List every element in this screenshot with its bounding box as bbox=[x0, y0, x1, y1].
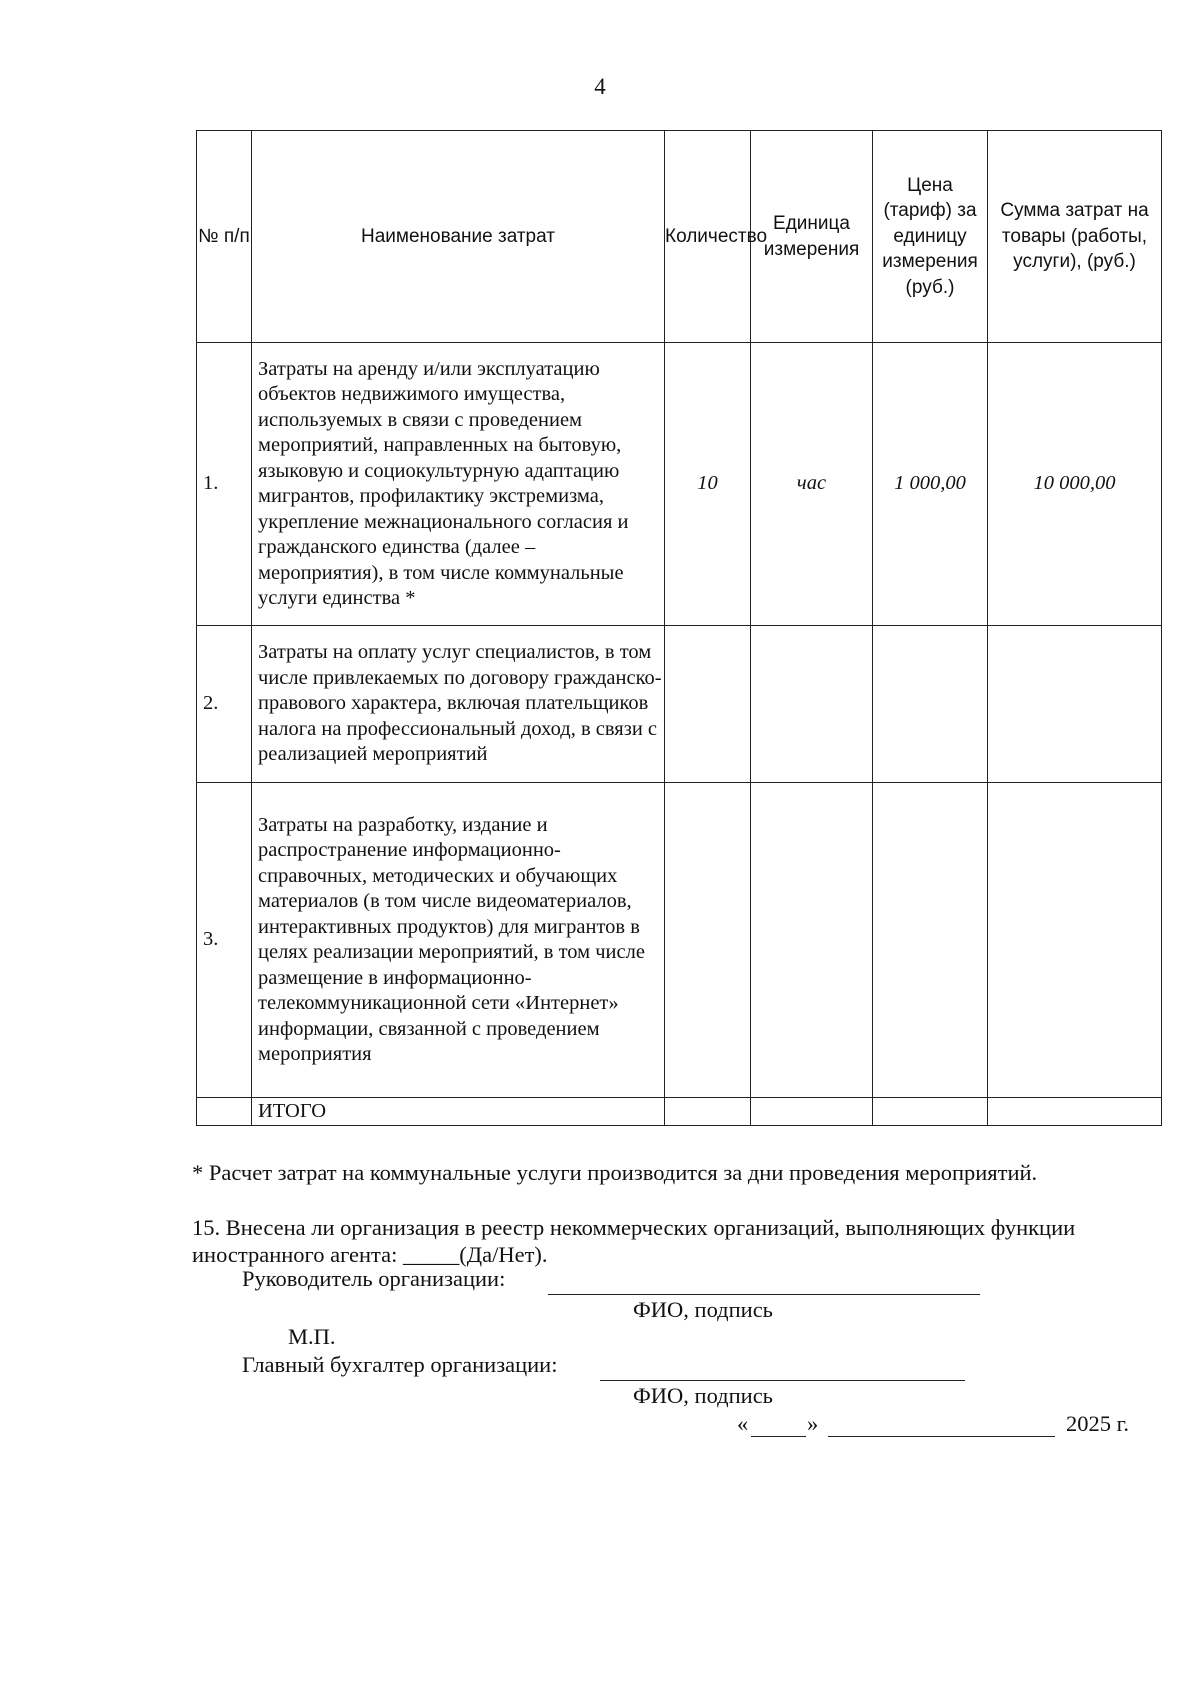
row-num: 2. bbox=[197, 626, 252, 783]
row-num: 1. bbox=[197, 343, 252, 626]
total-price-cell bbox=[873, 1098, 988, 1126]
table-header-row bbox=[197, 131, 1162, 343]
total-sum-cell bbox=[988, 1098, 1162, 1126]
date-open-quote: « bbox=[737, 1411, 749, 1436]
total-unit-cell bbox=[751, 1098, 873, 1126]
table-row bbox=[197, 343, 1162, 626]
stamp-label: М.П. bbox=[288, 1324, 336, 1349]
row-sum bbox=[988, 783, 1162, 1098]
question-15: 15. Внесена ли организация в реестр некоммерческих организаций, выполняющих функции иностранного агента: _____(Да/Нет). bbox=[192, 1215, 1076, 1267]
date-close-quote: » bbox=[807, 1411, 819, 1436]
total-num-cell bbox=[197, 1098, 252, 1126]
page-number: 4 bbox=[594, 74, 606, 99]
total-qty-cell bbox=[665, 1098, 751, 1126]
header-unit: Единица измерения bbox=[751, 131, 873, 343]
accountant-label: Главный бухгалтер организации: bbox=[242, 1352, 558, 1377]
table-row bbox=[197, 626, 1162, 783]
row-price bbox=[873, 626, 988, 783]
costs-table bbox=[196, 130, 1162, 1126]
row-qty bbox=[665, 783, 751, 1098]
head-caption: ФИО, подпись bbox=[633, 1297, 773, 1322]
row-sum bbox=[988, 626, 1162, 783]
date-year: 2025 г. bbox=[1066, 1411, 1129, 1436]
row-sum: 10 000,00 bbox=[988, 343, 1162, 626]
row-name: Затраты на разработку, издание и распространение информационно-справочных, методических и обучающих материалов (в том числе видеоматериалов, интерактивных продуктов) для мигрантов в целях реализации мероприятий, в том числе размещение в информационно-телекоммуникационной сети «Интернет» информации, связанной с проведением мероприятия bbox=[252, 783, 665, 1098]
row-num: 3. bbox=[197, 783, 252, 1098]
total-label: ИТОГО bbox=[252, 1098, 665, 1126]
header-num: № п/п bbox=[197, 131, 252, 343]
row-name: Затраты на оплату услуг специалистов, в том числе привлекаемых по договору гражданско-правового характера, включая плательщиков налога на профессиональный доход, в связи с реализацией мероприятий bbox=[252, 626, 665, 783]
header-price: Цена (тариф) за единицу измерения (руб.) bbox=[873, 131, 988, 343]
header-sum: Сумма затрат на товары (работы, услуги), (руб.) bbox=[988, 131, 1162, 343]
date-month-line[interactable] bbox=[828, 1436, 1055, 1437]
date-day-line[interactable] bbox=[751, 1436, 806, 1437]
row-qty bbox=[665, 626, 751, 783]
accountant-caption: ФИО, подпись bbox=[633, 1383, 773, 1408]
row-price: 1 000,00 bbox=[873, 343, 988, 626]
head-label: Руководитель организации: bbox=[242, 1266, 506, 1291]
row-unit bbox=[751, 626, 873, 783]
footnote: * Расчет затрат на коммунальные услуги производится за дни проведения мероприятий. bbox=[192, 1160, 1038, 1185]
total-row bbox=[197, 1098, 1162, 1126]
row-name: Затраты на аренду и/или эксплуатацию объектов недвижимого имущества, используемых в связи с проведением мероприятий, направленных на бытовую, языковую и социокультурную адаптацию мигрантов, профилактику экстремизма, укрепление межнационального согласия и гражданского единства (далее – мероприятия), в том числе коммунальные услуги единства * bbox=[252, 343, 665, 626]
accountant-signature-line[interactable] bbox=[600, 1380, 965, 1381]
row-price bbox=[873, 783, 988, 1098]
head-signature-line[interactable] bbox=[548, 1294, 980, 1295]
header-name: Наименование затрат bbox=[252, 131, 665, 343]
row-qty: 10 bbox=[665, 343, 751, 626]
row-unit: час bbox=[751, 343, 873, 626]
table-row bbox=[197, 783, 1162, 1098]
row-unit bbox=[751, 783, 873, 1098]
header-qty: Количество bbox=[665, 131, 751, 343]
